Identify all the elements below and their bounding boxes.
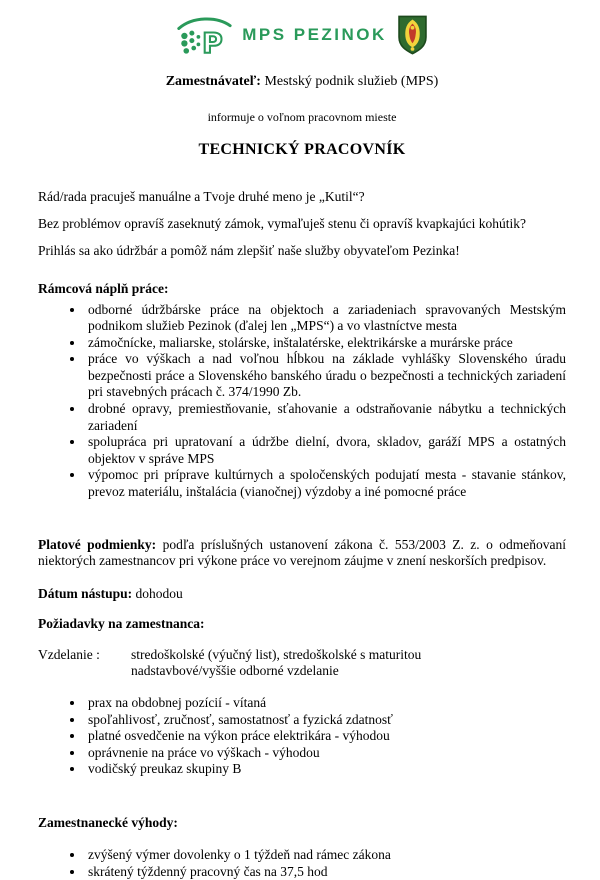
list-item: • oprávnenie na práce vo výškach - výhodou (85, 745, 566, 762)
brand-name: MPS PEZINOK (242, 25, 387, 44)
start-date-label: Dátum nástupu: (38, 585, 133, 601)
list-item: • práce vo výškach a nad voľnou hĺbkou na základe vyhlášky Slovenského úradu bezpečnosti práce a Slovenského banského úradu o bezpečnosti a technických zariadení pri stavebných prácach č. 374/1990 Zb. (85, 351, 566, 401)
list-item: • spolupráca pri upratovaní a údržbe dielní, dvora, skladov, garáží MPS a ostatných objektov v správe MPS (85, 434, 566, 467)
benefits-heading: Zamestnanecké výhody: (38, 815, 178, 830)
start-date-value: dohodou (132, 585, 183, 601)
document-subtitle: informuje o voľnom pracovnom mieste (207, 110, 397, 124)
start-date-line (38, 586, 566, 602)
logo (38, 12, 566, 58)
list-item: • drobné opravy, premiestňovanie, sťahovanie a odstraňovanie nábytku a technických zariadení (85, 401, 566, 434)
salary-label: Platové podmienky: (38, 536, 157, 552)
list-item: • prax na obdobnej pozícií - vítaná (85, 695, 566, 712)
education-block (38, 647, 566, 679)
pezinok-coat-of-arms-icon (397, 14, 428, 56)
scope-list (38, 302, 566, 501)
education-line: stredoškolské (výučný list), stredoškolské s maturitou (131, 646, 422, 662)
requirements-heading: Požiadavky na zamestnanca: (38, 615, 205, 631)
list-item: • výpomoc pri príprave kultúrnych a spoločenských podujatí mesta - stavanie stánkov, prevoz materiálu, inštalácia (vianočnej) výzdoby a iné pomocné práce (85, 467, 566, 500)
salary-text: podľa príslušných ustanovení zákona č. 553/2003 Z. z. o odmeňovaní niektorých zamestnancov pri výkone práce vo verejnom záujme v znení neskorších predpisov. (38, 536, 567, 569)
list-item: • vodičský preukaz skupiny B (85, 761, 566, 778)
list-item: • skrátený týždenný pracovný čas na 37,5 hod (85, 864, 566, 880)
education-label: Vzdelanie : (38, 646, 100, 662)
list-item: • platné osvedčenie na výkon práce elektrikára - výhodou (85, 728, 566, 745)
education-line: nadstavbové/vyššie odborné vzdelanie (131, 662, 339, 678)
salary-paragraph (38, 537, 566, 570)
intro-line: Bez problémov opravíš zaseknutý zámok, vymaľuješ stenu či opravíš kvapkajúci kohútik? (38, 216, 526, 231)
list-item: • odborné údržbárske práce na objektoch a zariadeniach spravovaných Mestským podnikom služieb Pezinok (ďalej len „MPS“) a vo vlastníctve mesta (85, 302, 566, 335)
list-item: • zvýšený výmer dovolenky o 1 týždeň nad rámec zákona (85, 847, 566, 864)
education-values (131, 647, 421, 679)
employer-value: Mestský podnik služieb (MPS) (260, 74, 439, 89)
intro-paragraphs (38, 189, 566, 259)
mps-logo-mark-icon (176, 12, 232, 58)
benefits-list (38, 847, 566, 880)
intro-line: Rád/rada pracuješ manuálne a Tvoje druhé meno je „Kutil“? (38, 189, 365, 204)
employer-label: Zamestnávateľ: (165, 74, 261, 89)
job-title: TECHNICKÝ PRACOVNÍK (198, 141, 406, 158)
employer-line (38, 74, 566, 90)
list-item: • zámočnícke, maliarske, stolárske, inštalatérske, elektrikárske a murárske práce (85, 335, 566, 352)
svg-text:P: P (202, 26, 223, 60)
scope-heading: Rámcová náplň práce: (38, 280, 169, 296)
intro-line: Prihlás sa ako údržbár a pomôž nám zlepšiť naše služby obyvateľom Pezinka! (38, 243, 460, 258)
requirements-list (38, 695, 566, 778)
list-item: • spoľahlivosť, zručnosť, samostatnosť a fyzická zdatnosť (85, 712, 566, 729)
